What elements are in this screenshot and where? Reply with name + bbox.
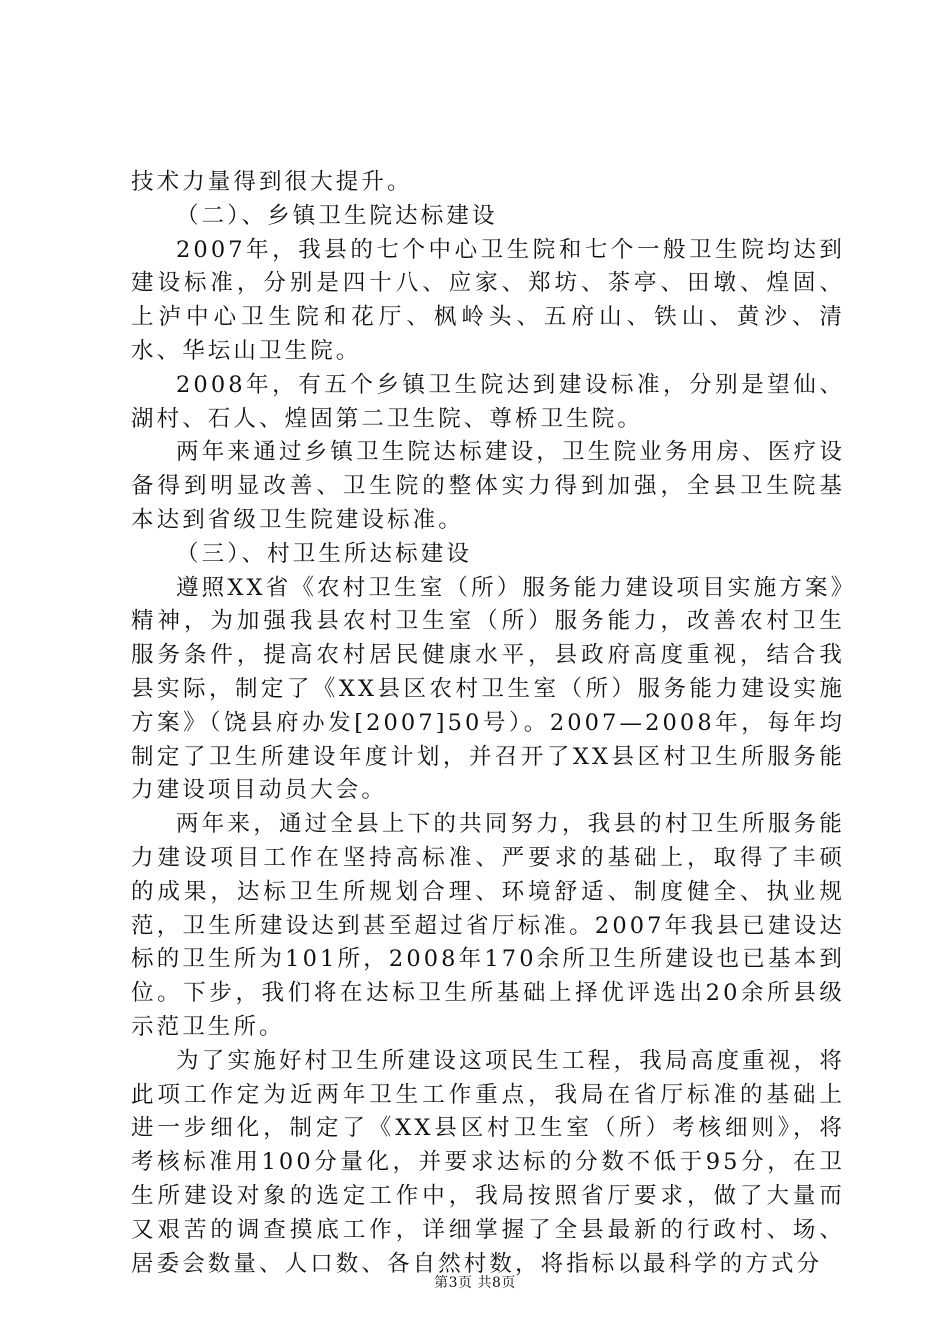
- paragraph: 为了实施好村卫生所建设这项民生工程，我局高度重视，将此项工作定为近两年卫生工作重点，我局在省厅标准的基础上进一步细化，制定了《XX县区村卫生室（所）考核细则》，将考核标准用100分量化，并要求达标的分数不低于95分，在卫生所建设对象的选定工作中，我局按照省厅要求，做了大量而又艰苦的调查摸底工作，详细掌握了全县最新的行政村、场、居委会数量、人口数、各自然村数，将指标以最科学的方式分: [131, 1047, 845, 1277]
- body-text: [131, 166, 845, 1281]
- page-footer: 第3页 共8页: [434, 1275, 516, 1291]
- paragraph: 遵照XX省《农村卫生室（所）服务能力建设项目实施方案》精神，为加强我县农村卫生室（所）服务能力，改善农村卫生服务条件，提高农村居民健康水平，县政府高度重视，结合我县实际，制定了《XX县区农村卫生室（所）服务能力建设实施方案》（饶县府办发[2007]50号）。2007—2008年，每年均制定了卫生所建设年度计划，并召开了XX县区村卫生所服务能力建设项目动员大会。: [131, 574, 845, 804]
- paragraph: 技术力量得到很大提升。: [131, 169, 413, 195]
- section-heading: （二）、乡镇卫生院达标建设: [176, 202, 498, 229]
- paragraph: 2007年，我县的七个中心卫生院和七个一般卫生院均达到建设标准，分别是四十八、应家、郑坊、茶亭、田墩、煌固、上泸中心卫生院和花厅、枫岭头、五府山、铁山、黄沙、清水、华坛山卫生院。: [131, 236, 845, 364]
- paragraph: 两年来通过乡镇卫生院达标建设，卫生院业务用房、医疗设备得到明显改善、卫生院的整体实力得到加强，全县卫生院基本达到省级卫生院建设标准。: [131, 439, 845, 533]
- section-heading: （三）、村卫生所达标建设: [176, 540, 472, 567]
- paragraph: 2008年，有五个乡镇卫生院达到建设标准，分别是望仙、湖村、石人、煌固第二卫生院、尊桥卫生院。: [131, 371, 845, 432]
- paragraph: 两年来，通过全县上下的共同努力，我县的村卫生所服务能力建设项目工作在坚持高标准、严要求的基础上，取得了丰硕的成果，达标卫生所规划合理、环境舒适、制度健全、执业规范，卫生所建设达到甚至超过省厅标准。2007年我县已建设达标的卫生所为101所，2008年170余所卫生所建设也已基本到位。下步，我们将在达标卫生所基础上择优评选出20余所县级示范卫生所。: [131, 811, 845, 1040]
